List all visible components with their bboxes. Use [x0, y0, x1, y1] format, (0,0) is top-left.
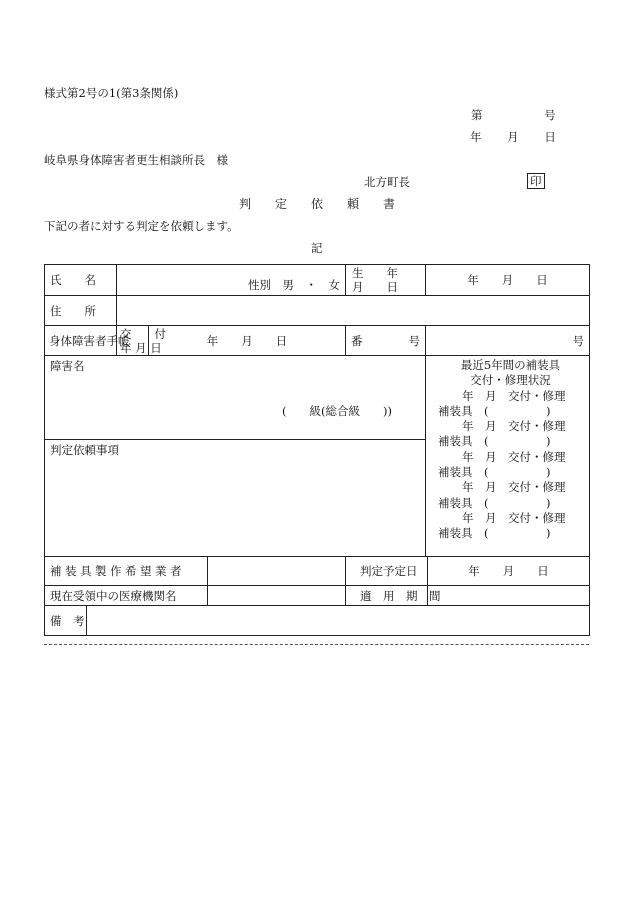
name-label: 氏 名 [45, 265, 117, 296]
disability-cell[interactable] [45, 356, 426, 440]
techo-number-label: 番 号 [346, 326, 426, 356]
remarks-label: 備 考 [45, 606, 87, 636]
ki-heading: 記 [311, 241, 323, 255]
period-field[interactable] [428, 586, 590, 606]
birthdate-field[interactable]: 年 月 日 [426, 265, 590, 296]
request-cell[interactable] [45, 440, 426, 557]
techo-issue-label-top: 交 付 [120, 326, 166, 341]
form-number: 様式第2号の1(第3条関係) [44, 86, 179, 100]
maker-label: 補装具製作希望業者 [45, 557, 208, 586]
row-techo [45, 326, 590, 356]
document-number-prefix: 第 [471, 108, 483, 122]
birthdate-label-top: 生 年 [352, 266, 399, 280]
aid-history-date-4: 年 月 交付・修理 [462, 480, 566, 495]
issuer: 北方町長 [364, 175, 410, 189]
document-number-suffix: 号 [544, 108, 556, 122]
issue-date-day: 日 [544, 130, 556, 144]
issue-date [470, 129, 556, 145]
address-label: 住 所 [45, 296, 117, 326]
planned-date-label: 判定予定日 [346, 557, 428, 586]
period-label: 適 用 期 間 [346, 586, 428, 606]
address-field[interactable] [117, 296, 590, 326]
aid-history-date-5: 年 月 交付・修理 [462, 510, 566, 525]
aid-history-date-3: 年 月 交付・修理 [462, 449, 566, 464]
maker-field[interactable] [208, 557, 346, 586]
issue-date-month: 月 [507, 130, 519, 144]
cut-line [44, 644, 589, 645]
techo-issue-date-field[interactable]: 年 月 日 [149, 326, 346, 356]
issue-date-year: 年 [470, 130, 482, 144]
planned-date-field[interactable]: 年 月 日 [428, 557, 590, 586]
aid-history-cell[interactable] [426, 356, 590, 557]
techo-issue-label-bottom: 年 月 日 [120, 340, 162, 355]
aid-history-date-1: 年 月 交付・修理 [462, 388, 566, 403]
birthdate-label-bottom: 月 日 [352, 280, 399, 294]
remarks-field[interactable] [87, 606, 590, 636]
row-name [45, 265, 590, 296]
row-maker [45, 557, 590, 586]
name-field[interactable] [117, 265, 346, 296]
aid-history-title-1: 最近5年間の補装具 [460, 358, 561, 372]
medical-field[interactable] [208, 586, 346, 606]
intro-text: 下記の者に対する判定を依頼します。 [44, 219, 239, 233]
aid-history-item-1: 補装具 ( ) [438, 403, 551, 418]
birthdate-label [346, 265, 426, 296]
aid-history-item-2: 補装具 ( ) [438, 434, 551, 449]
request-form-table [44, 264, 590, 636]
aid-history-date-2: 年 月 交付・修理 [462, 419, 566, 434]
aid-history-item-3: 補装具 ( ) [438, 465, 551, 480]
seal-mark: 印 [527, 173, 545, 189]
addressee: 岐阜県身体障害者更生相談所長 様 [44, 153, 228, 167]
row-address [45, 296, 590, 326]
row-remarks [45, 606, 590, 636]
request-label: 判定依頼事項 [50, 443, 119, 457]
document-number [471, 107, 556, 123]
row-disability [45, 356, 590, 440]
gender-options[interactable]: 性別 男 ・ 女 [248, 278, 341, 292]
disability-grade: ( 級(総合級 )) [282, 404, 392, 418]
aid-history-item-5: 補装具 ( ) [438, 526, 551, 541]
document-title: 判 定 依 頼 書 [239, 197, 396, 211]
medical-label: 現在受領中の医療機関名 [45, 586, 208, 606]
techo-number-field[interactable]: 号 [426, 326, 590, 356]
aid-history-title-2: 交付・修理状況 [470, 373, 551, 388]
disability-label: 障害名 [50, 359, 85, 373]
row-medical [45, 586, 590, 606]
techo-issue-label [117, 326, 166, 356]
aid-history-item-4: 補装具 ( ) [438, 495, 551, 510]
techo-label: 身体障害者手帳 [45, 326, 117, 356]
